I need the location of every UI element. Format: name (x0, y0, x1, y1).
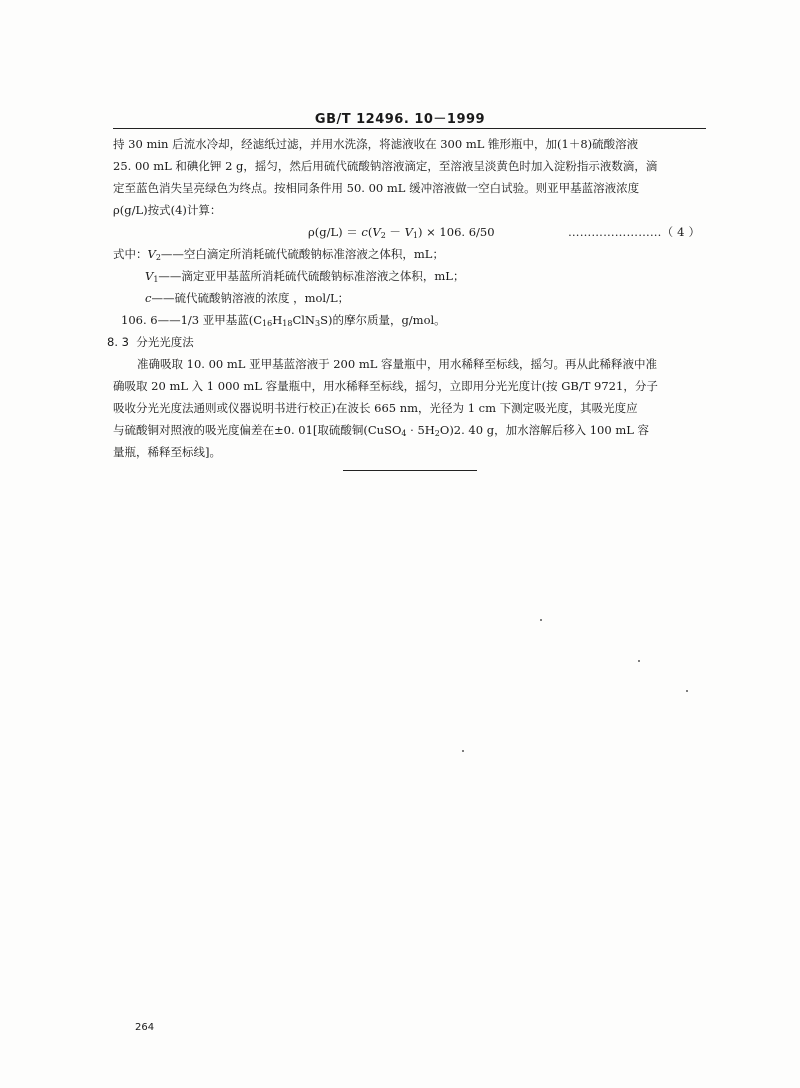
def-mass-h: H (272, 313, 283, 327)
section-heading-8-3 (107, 331, 713, 353)
def-mass-sub3: 3 (314, 319, 321, 328)
def-v2-symbol: V (147, 247, 156, 261)
text-line: ρ(g/L)按式(4)计算： (113, 203, 222, 217)
text-line: 量瓶，稀释至标线]。 (113, 445, 221, 459)
formula-lhs: ρ(g/L) ＝ (308, 225, 362, 239)
definition-v1 (113, 265, 713, 287)
def-v1-symbol: V (145, 269, 154, 283)
formula-open-paren: ( (367, 225, 373, 239)
def-mass-suffix: S)的摩尔质量，g/mol。 (320, 313, 446, 327)
section-number: 8. 3 (107, 335, 129, 349)
scan-speck (638, 660, 640, 662)
formula-v2-sub: 2 (380, 231, 386, 240)
def-v2-sub: 2 (155, 253, 161, 262)
formula-v2: V (372, 225, 381, 239)
scan-speck (686, 690, 688, 692)
formula-c: c (361, 225, 368, 239)
scan-speck (540, 619, 542, 621)
cuso4-prefix: 与硫酸铜对照液的吸光度偏差在±0. 01[取硫酸铜(CuSO (113, 423, 402, 437)
def-mass-cln: ClN (292, 313, 315, 327)
formula-rest: ) × 106. 6/50 (418, 225, 495, 239)
def-v1-desc: ——滴定亚甲基蓝所消耗硫代硫酸钠标准溶液之体积，mL； (158, 269, 465, 283)
definition-c (113, 287, 713, 309)
h2o-sub: 2 (434, 429, 440, 438)
formula-expression (308, 221, 495, 243)
page-header-standard-code: GB/T 12496. 10－1999 (314, 112, 486, 127)
definition-v2 (113, 243, 713, 265)
text-line-copper-sulfate (113, 419, 713, 441)
formula-minus: － (385, 225, 405, 239)
text-line: 吸收分光光度法通则或仪器说明书进行校正)在波长 665 nm，光径为 1 cm 下测定吸光度，其吸光度应 (113, 401, 638, 415)
text-line: 准确吸取 10. 00 mL 亚甲基蓝溶液于 200 mL 容量瓶中，用水稀释至标线，摇匀。再从此稀释液中准 (137, 357, 658, 371)
paragraph-titration (107, 133, 713, 463)
page-number: 264 (135, 1022, 155, 1033)
header-rule (113, 128, 706, 129)
end-of-standard-rule (343, 470, 477, 471)
definitions-intro: 式中： (113, 247, 148, 261)
def-v2-desc: ——空白滴定所消耗硫代硫酸钠标准溶液之体积，mL； (160, 247, 444, 261)
definition-molar-mass (113, 309, 713, 331)
def-mass-sub1: 16 (262, 319, 273, 328)
def-mass-sub2: 18 (282, 319, 293, 328)
text-line: 定至蓝色消失呈亮绿色为终点。按相同条件用 50. 00 mL 缓冲溶液做一空白试验。则亚甲基蓝溶液浓度 (113, 181, 640, 195)
section-title: 分光光度法 (136, 335, 194, 349)
formula-number: ……………………（ 4 ） (568, 225, 701, 239)
def-v1-sub: 1 (153, 275, 159, 284)
text-line: 持 30 min 后流水冷却，经滤纸过滤，并用水洗涤，将滤液收在 300 mL 锥形瓶中，加(1＋8)硫酸溶液 (113, 137, 639, 151)
formula-v1-sub: 1 (412, 231, 418, 240)
formula-4 (113, 221, 713, 243)
def-c-desc: ——硫代硫酸钠溶液的浓度 ，mol/L； (151, 291, 350, 305)
def-c-symbol: c (145, 291, 152, 305)
text-line: 25. 00 mL 和碘化钾 2 g，摇匀，然后用硫代硫酸钠溶液滴定，至溶液呈淡黄色时加入淀粉指示液数滴，滴 (113, 159, 658, 173)
cuso4-sub: 4 (401, 429, 407, 438)
text-line: 确吸取 20 mL 入 1 000 mL 容量瓶中，用水稀释至标线，摇匀，立即用分光光度计(按 GB/T 9721，分子 (113, 379, 658, 393)
formula-v1: V (404, 225, 413, 239)
def-mass-prefix: 106. 6——1/3 亚甲基蓝(C (121, 313, 263, 327)
scan-speck (462, 750, 464, 752)
cuso4-suffix: O)2. 40 g，加水溶解后移入 100 mL 容 (439, 423, 650, 437)
cuso4-mid: · 5H (406, 423, 435, 437)
